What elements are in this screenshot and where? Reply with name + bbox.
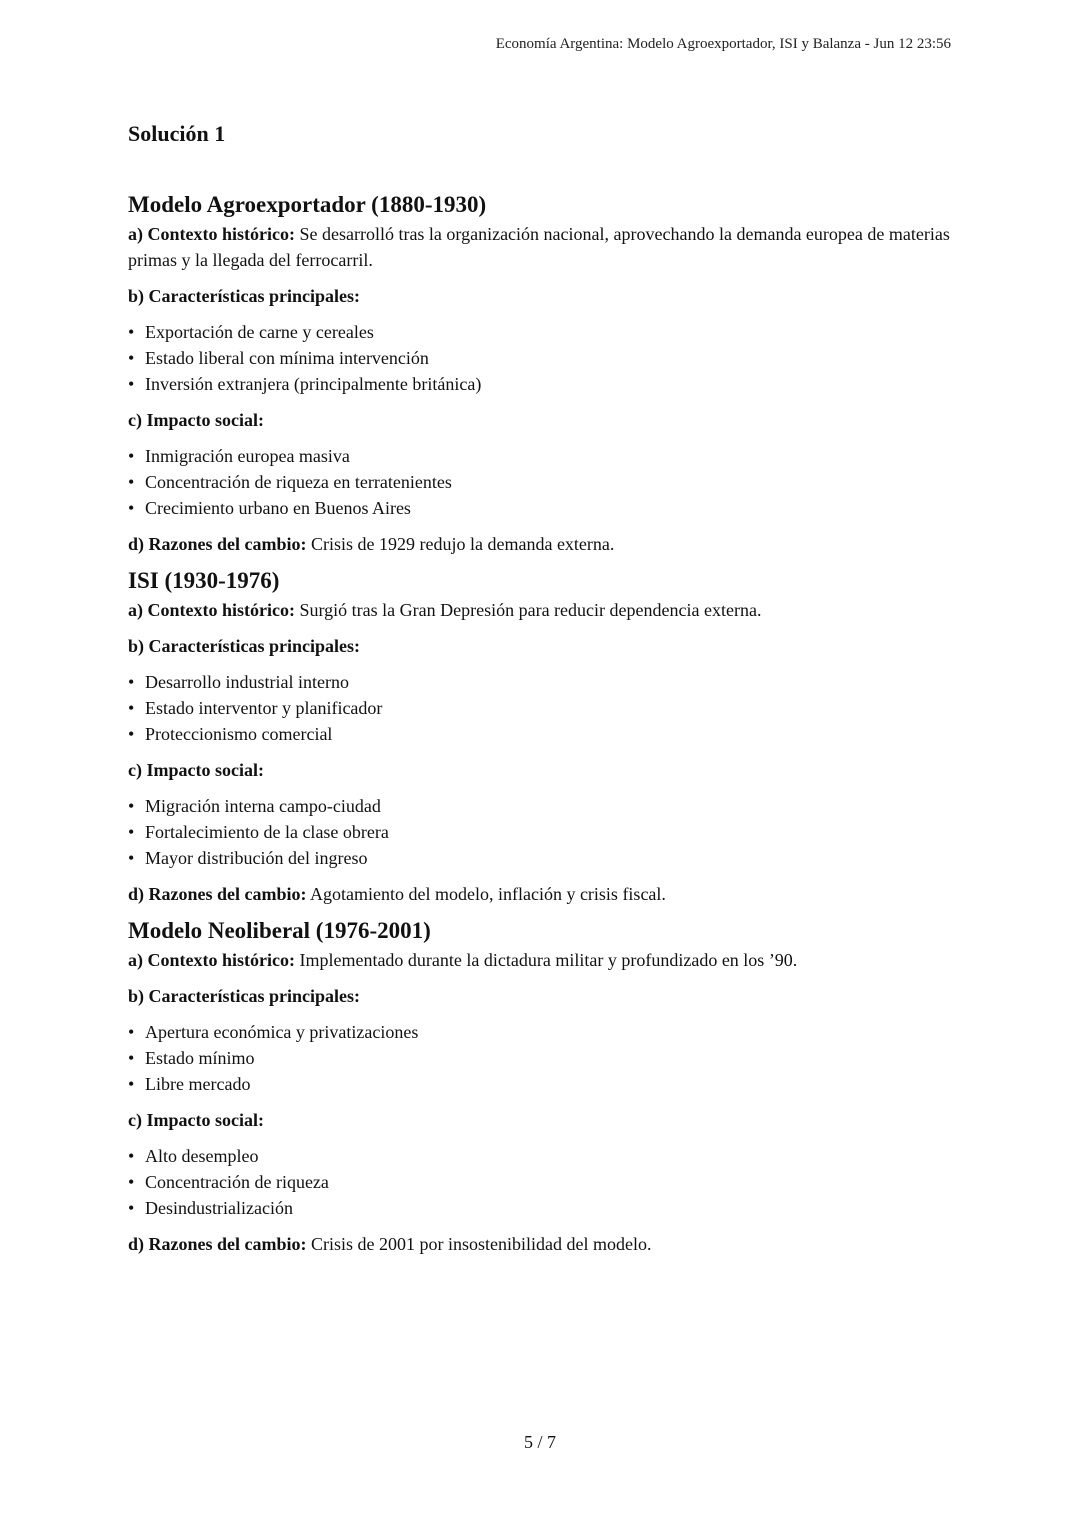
list-item: • Exportación de carne y cereales <box>128 319 958 345</box>
impact-list <box>128 793 958 871</box>
impact-label: c) Impacto social: <box>128 760 264 780</box>
features-list <box>128 1019 958 1097</box>
context-label: a) Contexto histórico: <box>128 224 295 244</box>
model-title: ISI (1930-1976) <box>128 568 280 593</box>
list-item: • Apertura económica y privatizaciones <box>128 1019 958 1045</box>
features-label: b) Características principales: <box>128 986 360 1006</box>
list-item: • Alto desempleo <box>128 1143 958 1169</box>
list-item: • Desarrollo industrial interno <box>128 669 958 695</box>
list-item: • Estado mínimo <box>128 1045 958 1071</box>
context-text: Implementado durante la dictadura militar y profundizado en los ’90. <box>294 950 798 970</box>
model-title: Modelo Agroexportador (1880-1930) <box>128 192 487 217</box>
features-label: b) Características principales: <box>128 286 360 306</box>
page-number: 5 / 7 <box>523 1432 556 1452</box>
solution-title: Solución 1 <box>128 121 226 146</box>
list-item: • Fortalecimiento de la clase obrera <box>128 819 958 845</box>
context-text: Se desarrolló tras la organización nacional, aprovechando la demanda europea de materias primas y la llegada del ferrocarril. <box>128 224 950 270</box>
document-body <box>128 121 958 1267</box>
change-paragraph <box>128 531 958 557</box>
context-label: a) Contexto histórico: <box>128 950 295 970</box>
list-item: • Inmigración europea masiva <box>128 443 958 469</box>
list-item: • Concentración de riqueza en terratenientes <box>128 469 958 495</box>
model-title: Modelo Neoliberal (1976-2001) <box>128 918 431 943</box>
page-header-title: Economía Argentina: Modelo Agroexportador, ISI y Balanza - Jun 12 23:56 <box>495 36 951 52</box>
impact-list <box>128 1143 958 1221</box>
change-paragraph <box>128 881 958 907</box>
features-list <box>128 669 958 747</box>
context-paragraph <box>128 947 958 973</box>
list-item: • Inversión extranjera (principalmente británica) <box>128 371 958 397</box>
list-item: • Estado liberal con mínima intervención <box>128 345 958 371</box>
list-item: • Proteccionismo comercial <box>128 721 958 747</box>
list-item: • Mayor distribución del ingreso <box>128 845 958 871</box>
change-text: Crisis de 2001 por insostenibilidad del modelo. <box>306 1234 652 1254</box>
list-item: • Desindustrialización <box>128 1195 958 1221</box>
context-label: a) Contexto histórico: <box>128 600 295 620</box>
change-text: Crisis de 1929 redujo la demanda externa. <box>306 534 615 554</box>
list-item: • Libre mercado <box>128 1071 958 1097</box>
features-label: b) Características principales: <box>128 636 360 656</box>
impact-list <box>128 443 958 521</box>
context-text: Surgió tras la Gran Depresión para reducir dependencia externa. <box>294 600 762 620</box>
impact-label: c) Impacto social: <box>128 1110 264 1130</box>
change-label: d) Razones del cambio: <box>128 884 307 904</box>
list-item: • Estado interventor y planificador <box>128 695 958 721</box>
change-label: d) Razones del cambio: <box>128 534 307 554</box>
list-item: • Migración interna campo-ciudad <box>128 793 958 819</box>
change-label: d) Razones del cambio: <box>128 1234 307 1254</box>
list-item: • Crecimiento urbano en Buenos Aires <box>128 495 958 521</box>
impact-label: c) Impacto social: <box>128 410 264 430</box>
change-text: Agotamiento del modelo, inflación y crisis fiscal. <box>306 884 666 904</box>
context-paragraph <box>128 597 958 623</box>
list-item: • Concentración de riqueza <box>128 1169 958 1195</box>
features-list <box>128 319 958 397</box>
model-section-agroexportador <box>128 191 958 557</box>
model-section-neoliberal <box>128 917 958 1257</box>
context-paragraph <box>128 221 958 273</box>
model-section-isi <box>128 567 958 907</box>
change-paragraph <box>128 1231 958 1257</box>
